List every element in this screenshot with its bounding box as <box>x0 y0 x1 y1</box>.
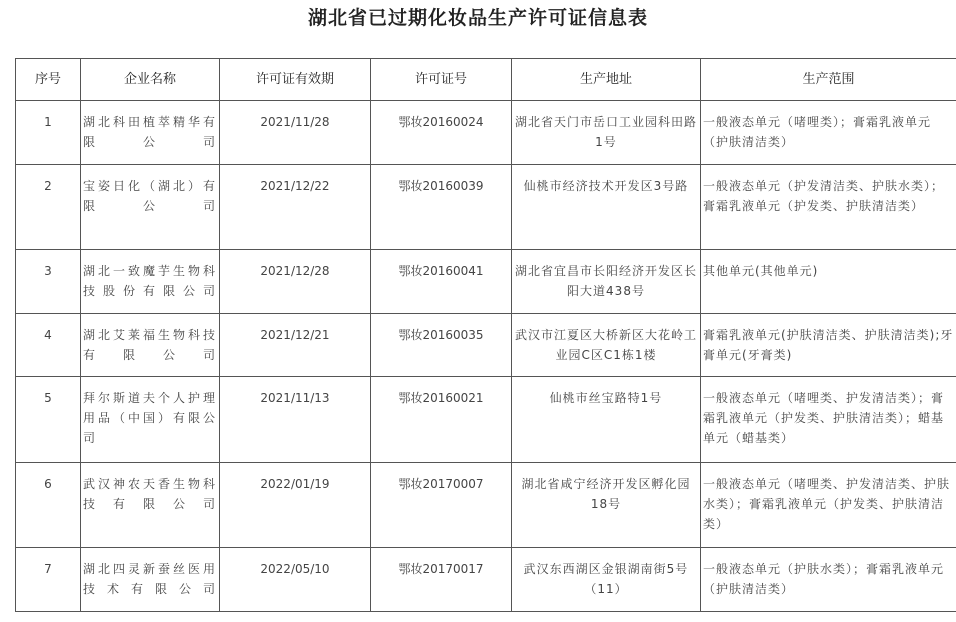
table-row <box>16 101 956 165</box>
cell-scope: 一般液态单元（啫哩类、护发清洁类）；膏霜乳液单元（护发类、护肤清洁类）；蜡基单元（蜡基类） <box>701 377 956 463</box>
header-cell-scope: 生产范围 <box>701 59 956 101</box>
cell-expiry: 2022/01/19 <box>220 463 371 548</box>
cell-no: 6 <box>16 463 81 548</box>
cell-address: 武汉市江夏区大桥新区大花岭工业园C区C1栋1楼 <box>512 314 701 377</box>
table-header-row <box>16 59 956 101</box>
cell-address: 湖北省天门市岳口工业园科田路1号 <box>512 101 701 165</box>
cell-scope: 其他单元(其他单元) <box>701 250 956 314</box>
cell-address: 仙桃市丝宝路特1号 <box>512 377 701 463</box>
cell-company: 湖北一致魔芋生物科技股份有限公司 <box>81 250 220 314</box>
cell-expiry: 2021/12/28 <box>220 250 371 314</box>
cell-company: 拜尔斯道夫个人护理用品（中国）有限公司 <box>81 377 220 463</box>
cell-license: 鄂妆20160035 <box>371 314 512 377</box>
cell-address: 湖北省咸宁经济开发区孵化园18号 <box>512 463 701 548</box>
cell-scope: 一般液态单元（啫哩类）；膏霜乳液单元（护肤清洁类） <box>701 101 956 165</box>
cell-address: 湖北省宜昌市长阳经济开发区长阳大道438号 <box>512 250 701 314</box>
cell-company: 湖北艾莱福生物科技有限公司 <box>81 314 220 377</box>
header-cell-license: 许可证号 <box>371 59 512 101</box>
cell-expiry: 2021/12/22 <box>220 165 371 250</box>
table-row <box>16 250 956 314</box>
cell-license: 鄂妆20160021 <box>371 377 512 463</box>
cell-scope: 膏霜乳液单元(护肤清洁类、护肤清洁类);牙膏单元(牙膏类) <box>701 314 956 377</box>
page-title: 湖北省已过期化妆品生产许可证信息表 <box>307 7 648 29</box>
cell-scope: 一般液态单元（护发清洁类、护肤水类）；膏霜乳液单元（护发类、护肤清洁类） <box>701 165 956 250</box>
header-cell-expiry: 许可证有效期 <box>220 59 371 101</box>
cell-no: 1 <box>16 101 81 165</box>
header-cell-address: 生产地址 <box>512 59 701 101</box>
cell-scope: 一般液态单元（护肤水类）；膏霜乳液单元（护肤清洁类） <box>701 548 956 612</box>
cell-no: 7 <box>16 548 81 612</box>
license-table <box>15 58 956 612</box>
cell-license: 鄂妆20170017 <box>371 548 512 612</box>
cell-license: 鄂妆20160024 <box>371 101 512 165</box>
header-cell-no: 序号 <box>16 59 81 101</box>
cell-no: 4 <box>16 314 81 377</box>
cell-company: 武汉神农天香生物科技有限公司 <box>81 463 220 548</box>
cell-address: 仙桃市经济技术开发区3号路 <box>512 165 701 250</box>
cell-license: 鄂妆20170007 <box>371 463 512 548</box>
header-cell-company: 企业名称 <box>81 59 220 101</box>
table-row <box>16 165 956 250</box>
cell-expiry: 2021/12/21 <box>220 314 371 377</box>
cell-company: 宝姿日化（湖北）有限公司 <box>81 165 220 250</box>
cell-no: 3 <box>16 250 81 314</box>
cell-expiry: 2021/11/13 <box>220 377 371 463</box>
table-row <box>16 377 956 463</box>
cell-license: 鄂妆20160041 <box>371 250 512 314</box>
cell-license: 鄂妆20160039 <box>371 165 512 250</box>
cell-scope: 一般液态单元（啫哩类、护发清洁类、护肤水类）；膏霜乳液单元（护发类、护肤清洁类） <box>701 463 956 548</box>
cell-expiry: 2022/05/10 <box>220 548 371 612</box>
table-row <box>16 314 956 377</box>
cell-company: 湖北科田植萃精华有限公司 <box>81 101 220 165</box>
cell-address: 武汉东西湖区金银湖南街5号（11） <box>512 548 701 612</box>
table-row <box>16 548 956 612</box>
cell-no: 2 <box>16 165 81 250</box>
cell-expiry: 2021/11/28 <box>220 101 371 165</box>
cell-company: 湖北四灵新蚕丝医用技术有限公司 <box>81 548 220 612</box>
cell-no: 5 <box>16 377 81 463</box>
table-row <box>16 463 956 548</box>
